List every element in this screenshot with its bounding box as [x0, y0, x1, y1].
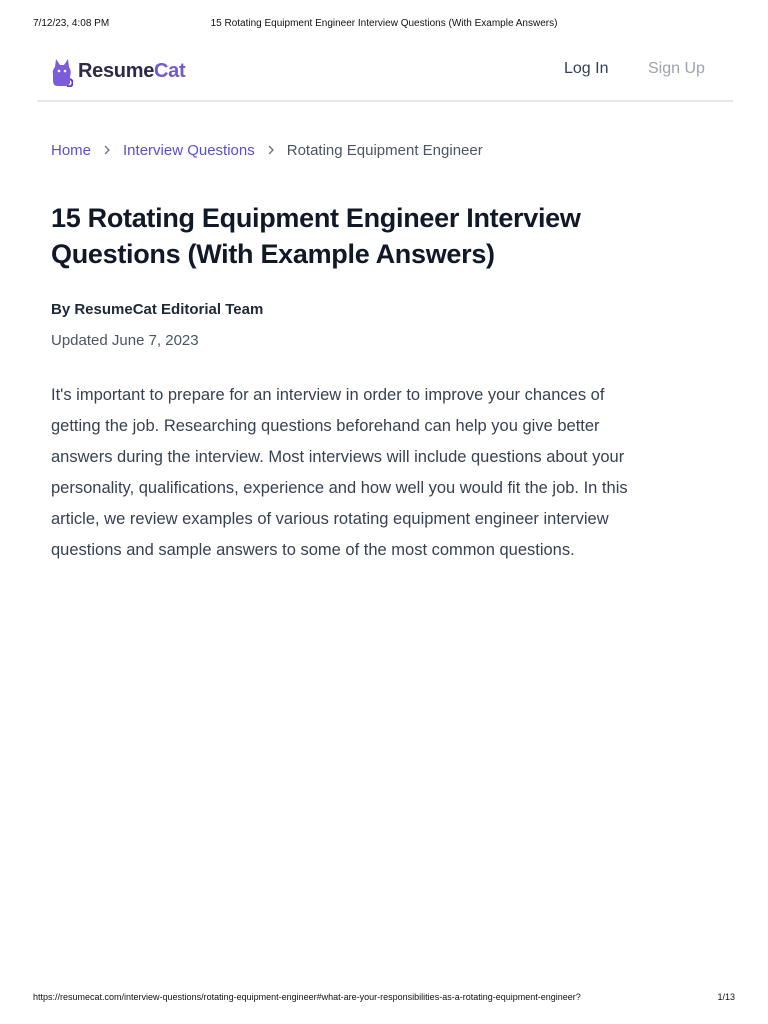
site-header: [37, 52, 733, 102]
print-url: https://resumecat.com/interview-questions/rotating-equipment-engineer#what-are-your-responsibilities-as-a-rotating-equipment-engineer?: [33, 992, 581, 1002]
page-number: 1/13: [717, 992, 735, 1002]
cat-icon: [51, 55, 73, 87]
breadcrumb-interview-questions[interactable]: Interview Questions: [123, 141, 255, 159]
author-byline: By ResumeCat Editorial Team: [51, 301, 264, 318]
chevron-right-icon: [102, 145, 112, 155]
breadcrumb-home[interactable]: Home: [51, 141, 92, 159]
intro-paragraph: It's important to prepare for an interview in order to improve your chances of getting the job. Researching questions beforehand can help you give better answers during the interview. Most interviews will include questions about your personality, qualifications, experience and how well you would fit the job. In this article, we review examples of various rotating equipment engineer interview questions and sample answers to some of the most common questions.: [51, 386, 628, 559]
print-header: [0, 18, 768, 32]
chevron-right-icon: [266, 145, 276, 155]
breadcrumb: [51, 140, 483, 160]
print-footer: [0, 992, 768, 1006]
logo-text: ResumeCat: [78, 59, 186, 82]
login-link[interactable]: Log In: [564, 60, 609, 77]
logo[interactable]: [51, 54, 185, 88]
updated-date: Updated June 7, 2023: [51, 332, 199, 349]
print-title: 15 Rotating Equipment Engineer Interview Questions (With Example Answers): [210, 18, 558, 29]
breadcrumb-current: Rotating Equipment Engineer: [286, 141, 483, 159]
page-title: 15 Rotating Equipment Engineer Interview Questions (With Example Answers): [51, 203, 581, 269]
signup-link[interactable]: Sign Up: [648, 60, 705, 77]
print-datetime: 7/12/23, 4:08 PM: [33, 18, 110, 29]
